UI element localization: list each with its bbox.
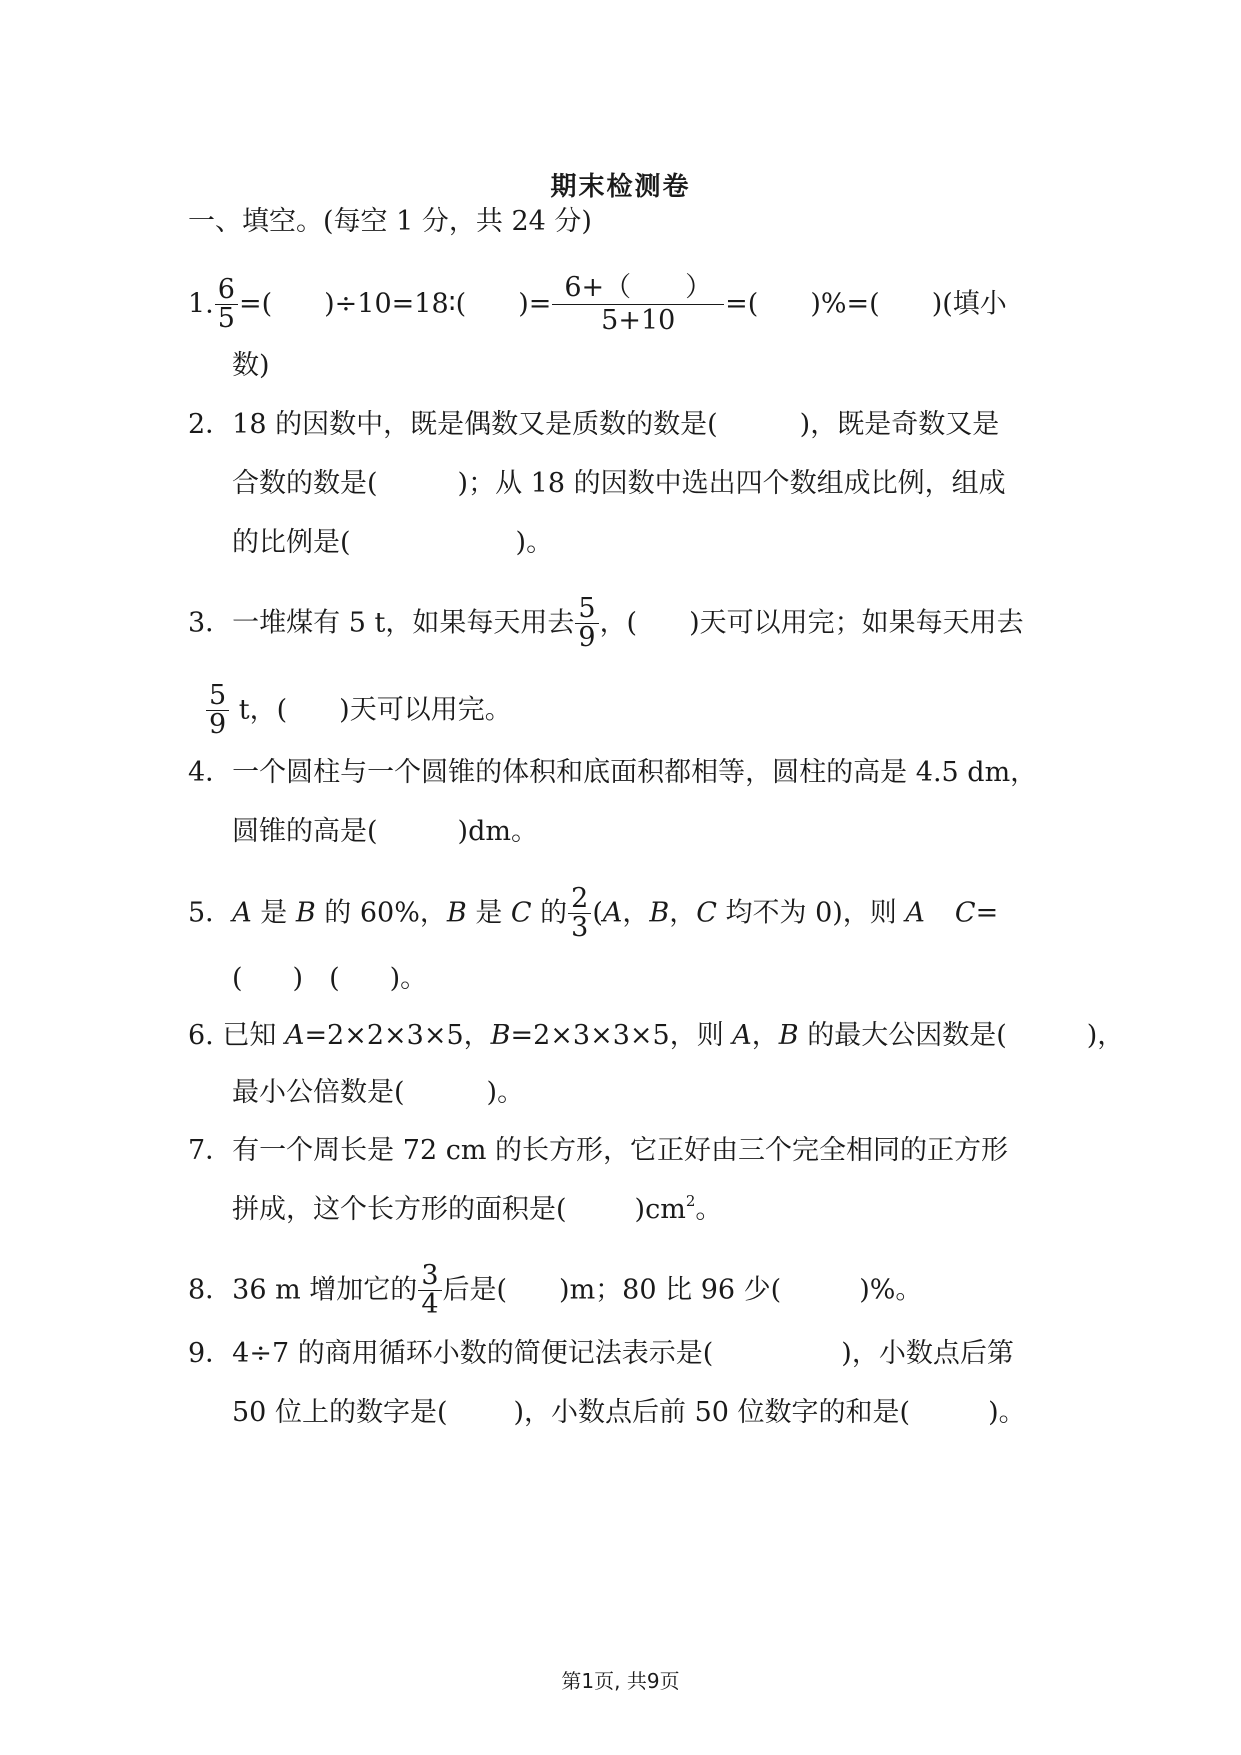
question-8: 8．36 m 增加它的 $\frac{3}{4}$ 后是( )m；80 比 96 少( )%。 <box>188 1260 923 1321</box>
fraction-2-3: $\frac{2}{3}$ <box>568 885 591 943</box>
question-9-line-2: 50 位上的数字是( )，小数点后前 50 位数字的和是( )。 <box>232 1397 1026 1428</box>
question-6-line-2: 最小公倍数是( )。 <box>232 1077 525 1108</box>
fraction-6-5: $\frac{6}{5}$ <box>215 276 238 334</box>
question-4-line-2: 圆锥的高是( )dm。 <box>232 816 538 847</box>
question-2-line-3: 的比例是( )。 <box>232 527 554 558</box>
question-7: 7．有一个周长是 72 cm 的长方形，它正好由三个完全相同的正方形 <box>188 1135 1009 1166</box>
question-2: 2．18 的因数中，既是偶数又是质数的数是( )，既是奇数又是 <box>188 409 1000 440</box>
question-6: 6. 已知 A=2×2×3×5，B=2×3×3×5，则 A，B 的最大公因数是( )， <box>188 1020 1125 1051</box>
section-heading: 一、填空。(每空 1 分，共 24 分) <box>188 206 592 237</box>
fraction-3-4: $\frac{3}{4}$ <box>418 1262 441 1320</box>
question-7-line-2: 拼成，这个长方形的面积是( )$cm^2$。 <box>232 1192 723 1225</box>
question-3-line-2: $\frac{5}{9}$ t，( )天可以用完。 <box>205 682 512 740</box>
question-3: 3．一堆煤有 5 t，如果每天用去 $\frac{5}{9}$ ，( )天可以用完；如果每天用去 <box>188 593 1024 654</box>
fraction-5-9-b: $\frac{5}{9}$ <box>206 682 229 740</box>
page-title: 期末检测卷 <box>550 172 691 202</box>
question-9: 9．4÷7 的商用循环小数的简便记法表示是( )，小数点后第 <box>188 1338 1014 1369</box>
question-5: 5．A 是 B 的 60%，B 是 C 的 $\frac{2}{3}$ (A，B，C 均不为 0)，则 A C= <box>188 883 999 944</box>
question-2-line-2: 合数的数是( )；从 18 的因数中选出四个数组成比例，组成 <box>232 468 1006 499</box>
question-5-line-2: ( ) ( )。 <box>232 963 428 994</box>
question-1: 1. $\frac{6}{5}$ =( )÷10=18∶( )= $\frac{6+( )}{5+10}$ =( )%=( )(填小 <box>188 272 1007 337</box>
fraction-big: $\frac{6+( )}{5+10}$ <box>552 272 724 338</box>
page-footer: 第1页, 共9页 <box>561 1669 680 1693</box>
question-1-continued: 数) <box>232 350 270 381</box>
question-4: 4．一个圆柱与一个圆锥的体积和底面积都相等，圆柱的高是 4.5 dm， <box>188 757 1038 788</box>
fraction-5-9: $\frac{5}{9}$ <box>575 595 598 653</box>
